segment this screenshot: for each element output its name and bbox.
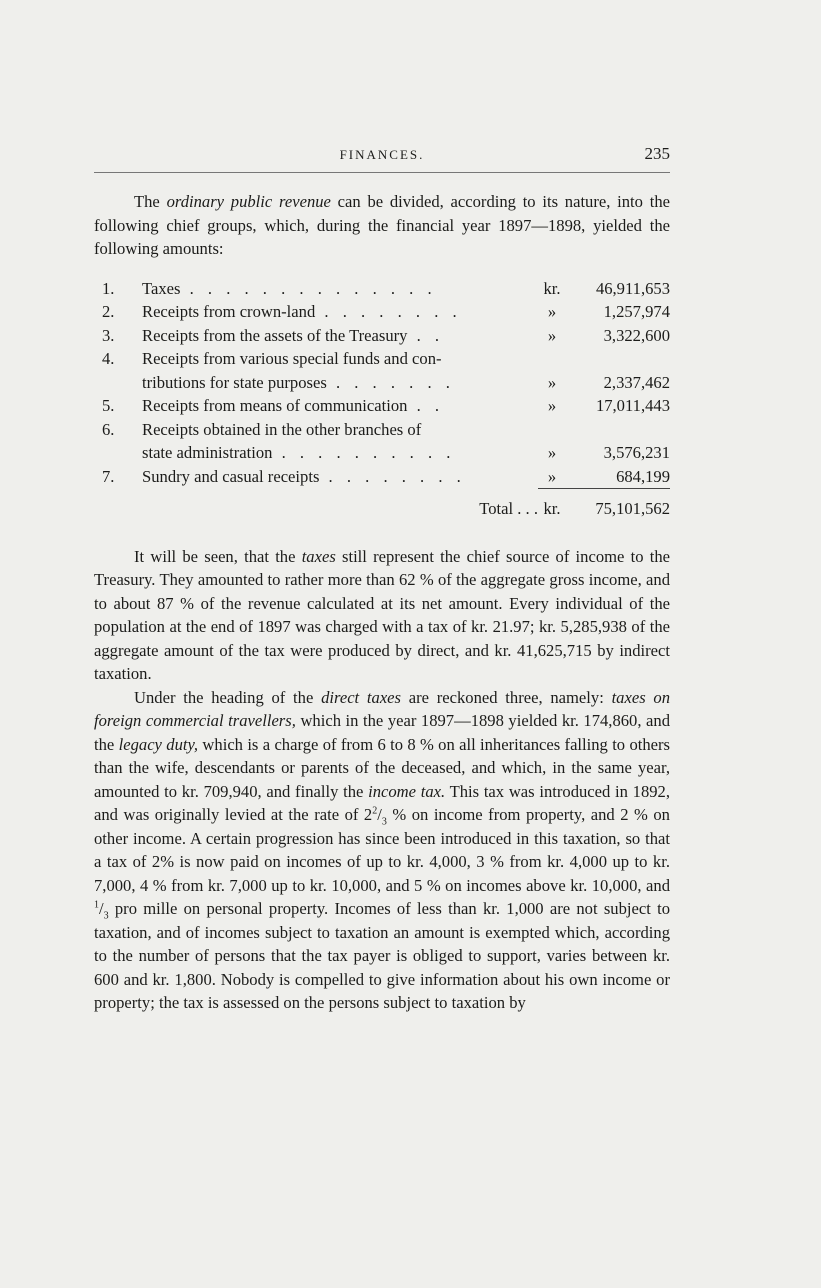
header-rule (94, 172, 670, 173)
intro-text-2: can be divided, according to its nature, into the following chief groups, which, during the financial year 1897—1898, yielded the following amounts: (94, 192, 670, 258)
para2-text-1: Under the heading of the (134, 687, 322, 707)
row-label (142, 394, 538, 418)
para2-italic-3: legacy duty, (118, 734, 199, 754)
row-number: 5. (102, 396, 115, 415)
row-unit: » (547, 396, 557, 415)
table-row (94, 347, 670, 394)
row-amount: 684,199 (616, 466, 670, 486)
row-number: 7. (102, 466, 115, 486)
row-amount: 3,322,600 (603, 325, 670, 345)
total-row (94, 489, 670, 521)
para2-text-4: which is a charge of from 6 to 8 % on all inheritances falling to others than the wife, descendants or parents of the deceased, and which, in the same year, amounted to kr. 709,940, and finally the (94, 734, 671, 801)
row-label-text: state administration (142, 443, 273, 462)
leader-dots: . . (407, 396, 445, 415)
page-number: 235 (644, 144, 670, 163)
row-amount: 1,257,974 (603, 302, 670, 321)
row-amount: 46,911,653 (595, 278, 670, 298)
table-row (94, 324, 670, 348)
table-row (94, 465, 670, 489)
row-label (142, 347, 538, 394)
row-number: 2. (102, 302, 115, 321)
page-body (94, 190, 670, 1015)
row-unit: » (547, 443, 557, 462)
row-label (142, 418, 538, 465)
row-label-line-1: Receipts obtained in the other branches of (142, 419, 422, 439)
revenue-table (94, 277, 670, 521)
row-label-text: Receipts from crown-land (142, 302, 316, 321)
leader-dots: . . . . . . . . . . (272, 443, 456, 462)
para2-italic-1: direct taxes (321, 687, 402, 707)
total-unit: kr. (543, 499, 561, 518)
row-unit: kr. (543, 278, 561, 298)
taxes-paragraph (94, 545, 670, 686)
row-label-text: tributions for state purposes (142, 372, 327, 392)
total-label: Total . . . (479, 499, 538, 518)
row-label-text: Taxes (142, 278, 181, 298)
fraction-denominator: 3 (381, 816, 387, 828)
intro-paragraph (94, 190, 670, 261)
para2-text-6: % on income from property, and 2 % on other income. A certain progression has since been introduced in this taxation, so that a tax of 2% is now paid on incomes of up to kr. 4,000, 3 % from kr. 4,000 up to kr. 7,000, 4 % from kr. 7,000 up to kr. 10,000, and 5 % on incomes above kr. 10,000, and (94, 805, 670, 895)
row-number: 3. (102, 325, 115, 345)
row-amount: 3,576,231 (603, 443, 670, 462)
para1-text-1: It will be seen, that the (134, 546, 302, 566)
fraction-numerator: 2 (372, 805, 378, 817)
row-unit: » (547, 372, 557, 392)
para2-italic-2: taxes on foreign commercial travellers, (94, 687, 670, 730)
direct-taxes-paragraph: Under the heading of the direct taxes are reckoned three, namely: taxes on foreign commercial travellers, which in the year 1897—1898 yielded kr. 174,860, and the legacy duty, which is a charge of from 6 to 8 % on all inheritances falling to others than the wife, descendants or parents of the deceased, and which, in the same year, amounted to kr. 709,940, and finally the income tax. This tax was introduced in 1892, and was originally levied at the rate of $2^2/_3$ % on income from property, and 2 % on other income. A certain progression has since been introduced in this taxation, so that a tax of 2% is now paid on incomes of up to kr. 4,000, 3 % from kr. 4,000 up to kr. 7,000, 4 % from kr. 7,000 up to kr. 10,000, and 5 % on incomes above kr. 10,000, and $^1/_3$ pro mille on personal property. Incomes of less than kr. 1,000 are not subject to taxation, and of incomes subject to taxation an amount is exempted which, according to the number of persons that the tax payer is obliged to support, varies between kr. 600 and kr. 1,800. Nobody is compelled to give information about his own income or property; the tax is assessed on the persons subject to taxation by (94, 687, 671, 1012)
table-row (94, 394, 670, 418)
leader-dots: . . . . . . . . (319, 467, 466, 486)
row-unit: » (547, 325, 557, 345)
row-label (142, 300, 538, 324)
leader-dots: . . . . . . . . (315, 302, 462, 321)
row-number: 1. (102, 278, 115, 298)
page-header (94, 144, 670, 168)
para1-italic-1: taxes (301, 546, 336, 566)
table-row (94, 300, 670, 324)
row-number: 6. (102, 419, 115, 439)
row-unit: » (547, 302, 557, 321)
para2-text-5: This tax was introduced in 1892, and was originally levied at the rate of 2 (94, 781, 671, 824)
fraction-denominator: 3 (103, 910, 109, 922)
row-number: 4. (102, 349, 115, 368)
leader-dots: . . (407, 325, 445, 345)
total-amount: 75,101,562 (595, 499, 670, 518)
row-label-text: Receipts from means of communication (142, 396, 408, 415)
row-label (142, 324, 538, 348)
para2-text-2: are reckoned three, namely: (401, 687, 612, 707)
row-amount: 2,337,462 (603, 372, 670, 392)
row-label (142, 465, 538, 489)
para2-italic-4: income tax. (368, 781, 446, 801)
intro-italic-1: ordinary public revenue (166, 192, 331, 211)
para2-text-3: which in the year 1897—1898 yielded kr. 174,860, and the (94, 711, 671, 754)
row-unit: » (547, 466, 557, 486)
row-label (142, 277, 538, 301)
para1-text-2: still represent the chief source of income to the Treasury. They amounted to rather more than 62 % of the aggregate gross income, and to about 87 % of the revenue calculated at its net amount. Every individual of the population at the end of 1897 was charged with a tax of kr. 21.97; kr. 5,285,938 of the aggregate amount of the tax were produced by direct, and kr. 41,625,715 by indirect taxation. (94, 546, 670, 683)
row-label-line-1: Receipts from various special funds and con- (142, 349, 442, 368)
running-head: FINANCES. (339, 147, 425, 162)
leader-dots: . . . . . . . (326, 372, 455, 392)
table-row (94, 418, 670, 465)
row-label-text: Sundry and casual receipts (142, 467, 320, 486)
para2-text-7: pro mille on personal property. Incomes of less than kr. 1,000 are not subject to taxation, and of incomes subject to taxation an amount is exempted which, according to the number of persons that the tax payer is obliged to support, varies between kr. 600 and kr. 1,800. Nobody is compelled to give information about his own income or property; the tax is assessed on the persons subject to taxation by (94, 899, 670, 1012)
leader-dots: . . . . . . . . . . . . . . (180, 278, 437, 298)
row-amount: 17,011,443 (595, 396, 670, 415)
fraction-numerator: 1 (94, 899, 99, 911)
intro-text-1: The (134, 192, 167, 211)
table-row (94, 277, 670, 301)
row-label-text: Receipts from the assets of the Treasury (142, 325, 408, 345)
